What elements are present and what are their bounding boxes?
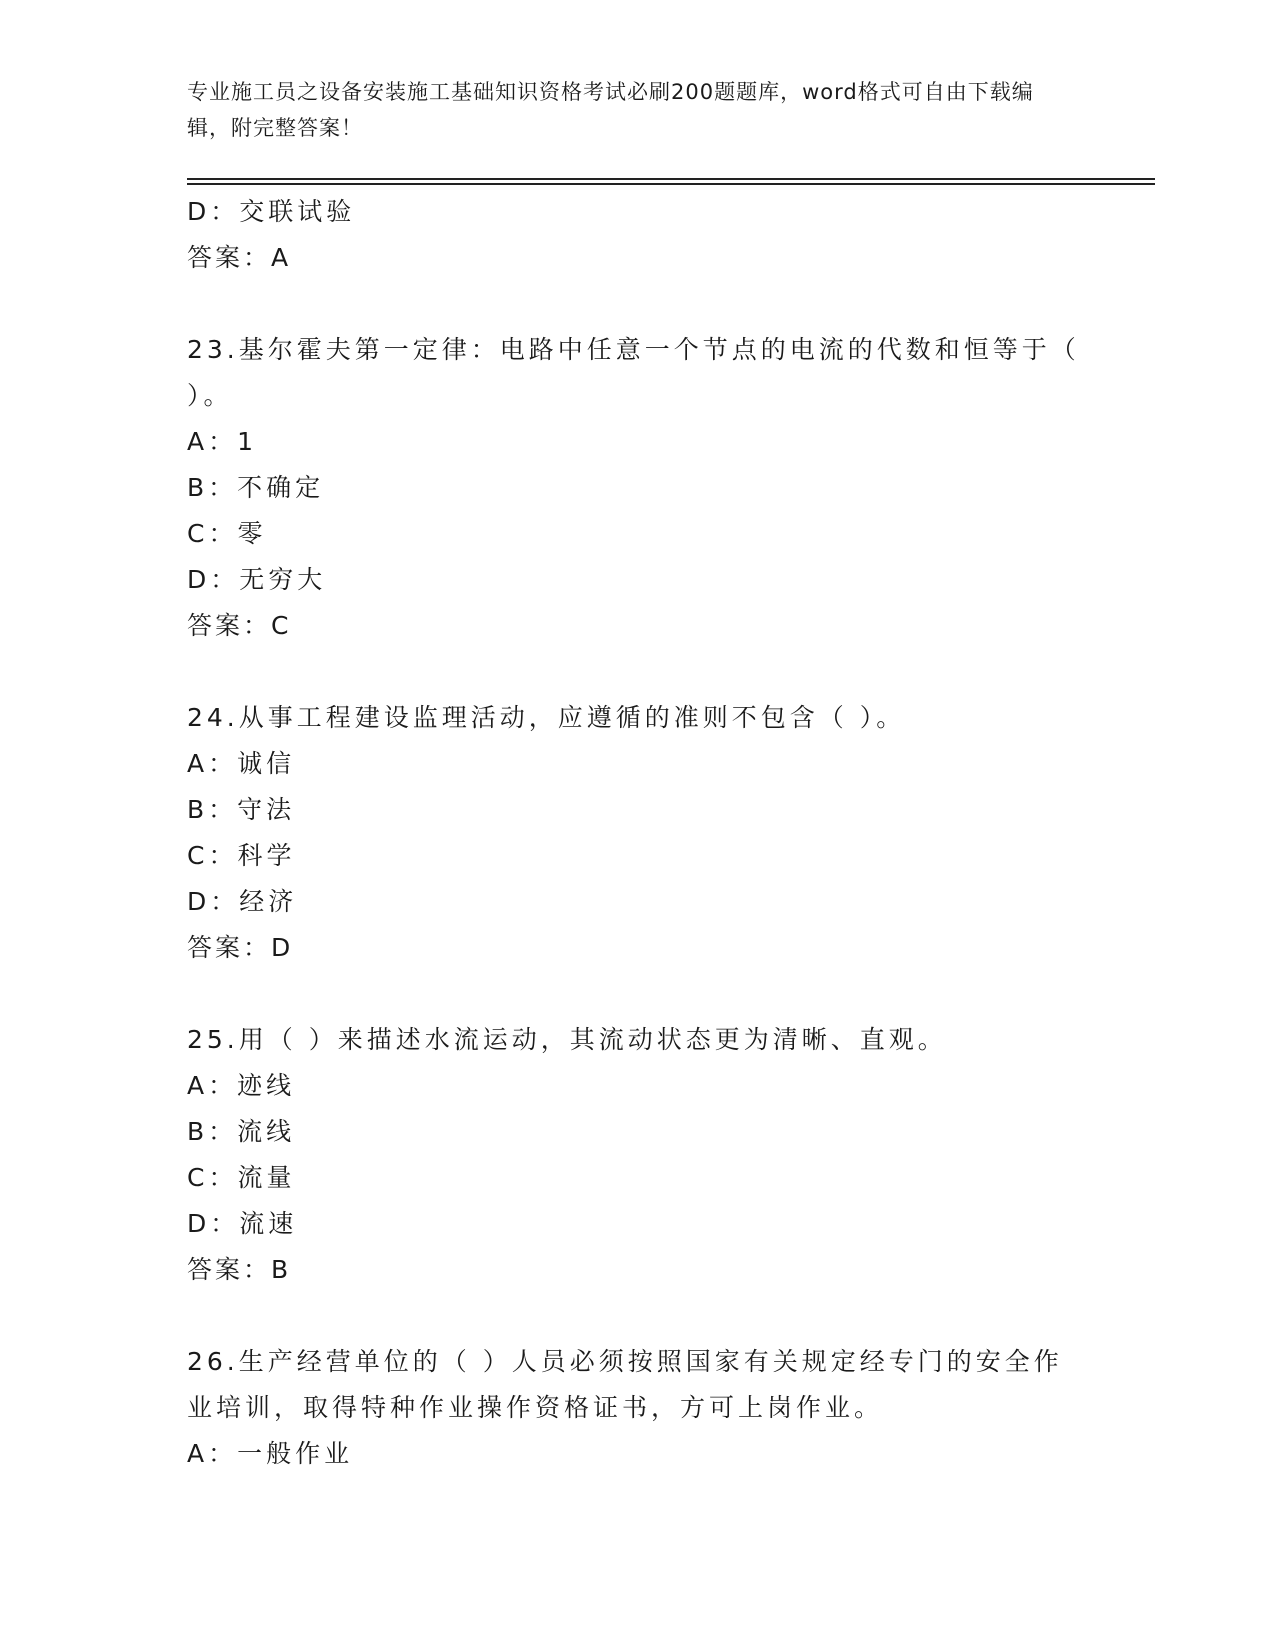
question-text: 23.基尔霍夫第一定律：电路中任意一个节点的电流的代数和恒等于（ ）。: [187, 335, 1080, 410]
question-text: 24.从事工程建设监理活动，应遵循的准则不包含（ ）。: [187, 703, 906, 732]
option-c: C：零: [187, 519, 267, 548]
document-body: [187, 189, 1087, 1477]
option-a: A：1: [187, 427, 258, 456]
option-d: D：无穷大: [187, 565, 327, 594]
option-d: D：流速: [187, 1209, 298, 1238]
option-a: A：诚信: [187, 749, 296, 778]
option-b: B：流线: [187, 1117, 296, 1146]
answer-line: 答案：D: [187, 933, 294, 962]
option-a: A：一般作业: [187, 1439, 354, 1468]
answer-line: 答案：C: [187, 611, 292, 640]
option-b: B：守法: [187, 795, 296, 824]
header-divider-bottom: [187, 183, 1155, 185]
option-d: D：交联试验: [187, 197, 356, 226]
option-d: D：经济: [187, 887, 298, 916]
question-text: 25.用（ ）来描述水流运动，其流动状态更为清晰、直观。: [187, 1025, 947, 1054]
option-c: C：流量: [187, 1163, 296, 1192]
document-header: 专业施工员之设备安装施工基础知识资格考试必刷200题题库，word格式可自由下载编辑，附完整答案！: [187, 80, 1034, 140]
question-text: 26.生产经营单位的（ ）人员必须按照国家有关规定经专门的安全作业培训，取得特种作业操作资格证书，方可上岗作业。: [187, 1347, 1063, 1422]
answer-line: 答案：A: [187, 243, 292, 272]
option-b: B：不确定: [187, 473, 325, 502]
option-c: C：科学: [187, 841, 296, 870]
answer-line: 答案：B: [187, 1255, 292, 1284]
header-divider-top: [187, 178, 1155, 180]
option-a: A：迹线: [187, 1071, 296, 1100]
